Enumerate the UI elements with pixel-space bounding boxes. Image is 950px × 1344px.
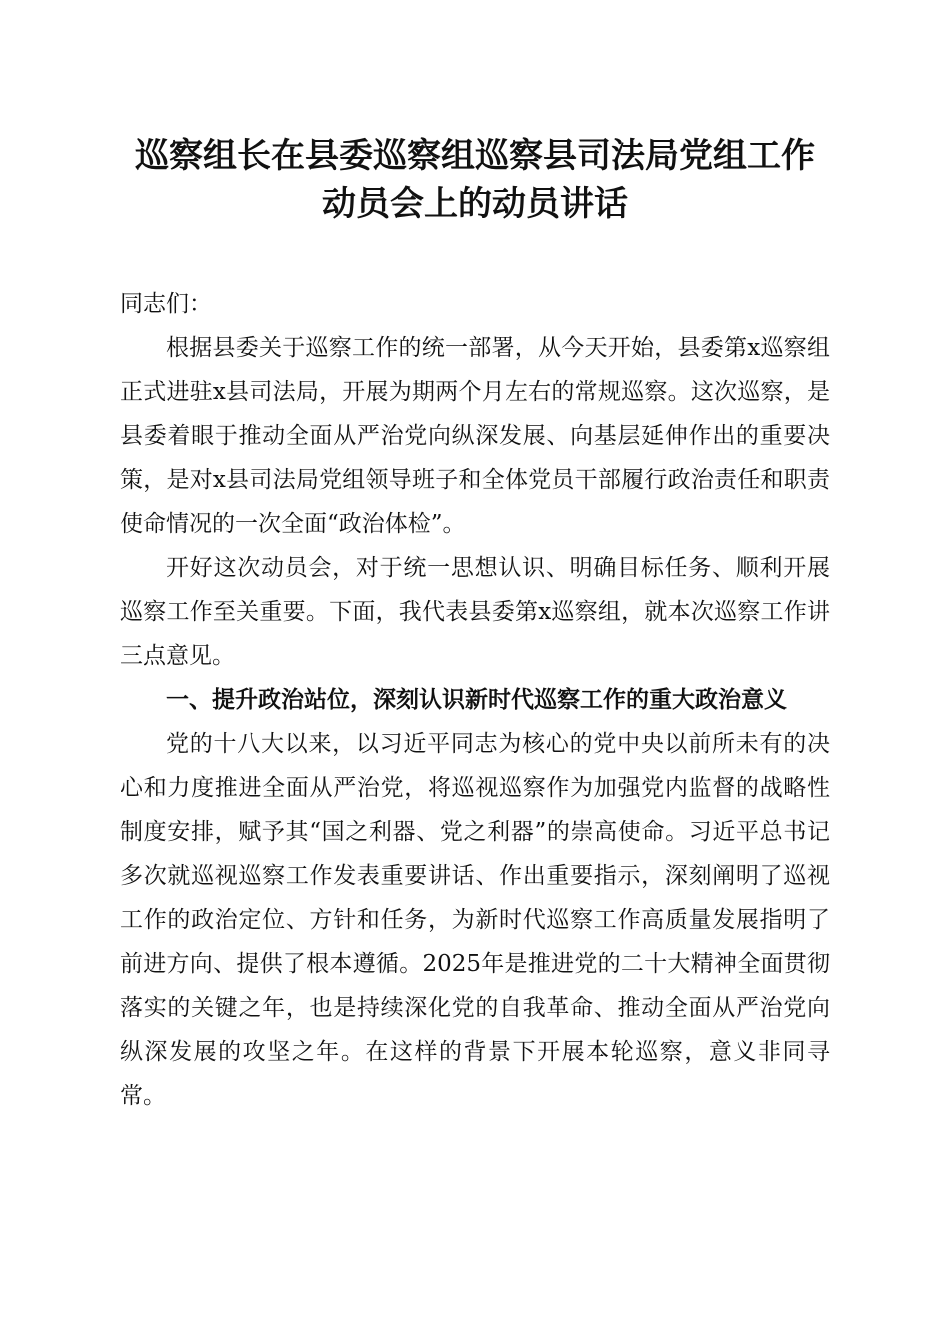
title-line-2: 动员会上的动员讲话 xyxy=(322,184,628,224)
salutation: 同志们： xyxy=(120,291,212,317)
document-title xyxy=(120,132,830,228)
document-page xyxy=(120,132,830,1118)
paragraph-1: 根据县委关于巡察工作的统一部署，从今天开始，县委第x巡察组正式进驻x县司法局，开展为期两个月左右的常规巡察。这次巡察，是县委着眼于推动全面从严治党向纵深发展、向基层延伸作出的重要决策，是对x县司法局党组领导班子和全体党员干部履行政治责任和职责使命情况的一次全面“政治体检”。 xyxy=(120,335,830,537)
paragraph-2: 开好这次动员会，对于统一思想认识、明确目标任务、顺利开展巡察工作至关重要。下面，我代表县委第x巡察组，就本次巡察工作讲三点意见。 xyxy=(120,555,830,669)
title-line-1: 巡察组长在县委巡察组巡察县司法局党组工作 xyxy=(135,136,815,176)
paragraph-3: 党的十八大以来，以习近平同志为核心的党中央以前所未有的决心和力度推进全面从严治党，将巡视巡察作为加强党内监督的战略性制度安排，赋予其“国之利器、党之利器”的崇高使命。习近平总书记多次就巡视巡察工作发表重要讲话、作出重要指示，深刻阐明了巡视工作的政治定位、方针和任务，为新时代巡察工作高质量发展指明了前进方向、提供了根本遵循。2025年是推进党的二十大精神全面贯彻落实的关键之年，也是持续深化党的自我革命、推动全面从严治党向纵深发展的攻坚之年。在这样的背景下开展本轮巡察，意义非同寻常。 xyxy=(120,731,830,1109)
section-heading-1: 一、提升政治站位，深刻认识新时代巡察工作的重大政治意义 xyxy=(166,687,787,713)
document-body xyxy=(120,282,830,1118)
